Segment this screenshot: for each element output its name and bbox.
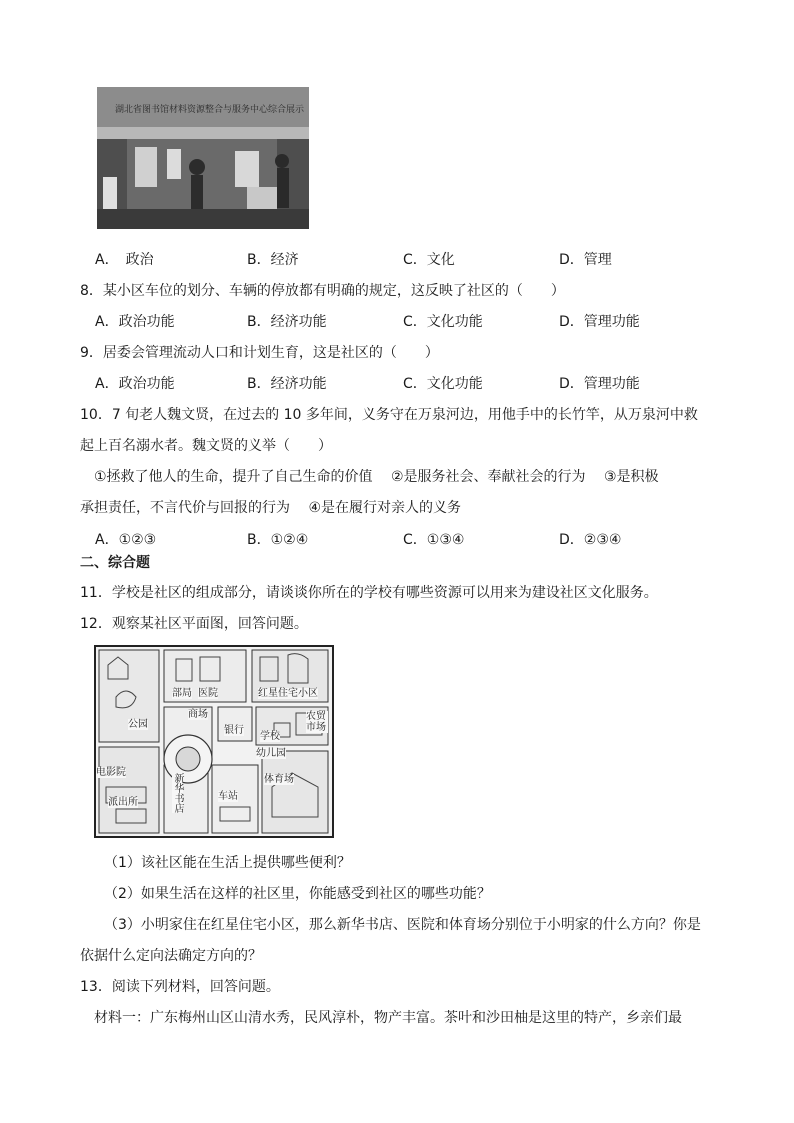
map-label-school: 学校 [260,731,280,742]
q7-option-a: A． 政治 [95,252,154,268]
q8-option-b: B．经济功能 [247,314,327,330]
section-title: 二、综合题 [80,555,150,571]
map-label-bookstore: 新华书店 [172,773,183,813]
map-label-cinema: 电影院 [96,767,126,778]
q8-stem: 8．某小区车位的划分、车辆的停放都有明确的规定，这反映了社区的（ ） [80,283,565,299]
map-label-bu-ju: 部局 [172,688,192,699]
q7-option-c: C．文化 [403,252,455,268]
q10-stem-line1: 10．7 旬老人魏文贤，在过去的 10 多年间，义务守在万泉河边，用他手中的长竹竿，从万泉河中救 [80,407,698,423]
map-label-park: 公园 [128,719,148,730]
map-label-station: 车站 [218,791,238,802]
q12-sub3-line1: （3）小明家住在红星住宅小区，那么新华书店、医院和体育场分别位于小明家的什么方向？你是 [104,917,701,933]
map-label-stadium: 体育场 [264,774,294,785]
map-label-bank: 银行 [224,725,244,736]
q7-option-d: D．管理 [559,252,612,268]
q10-option-b: B．①②④ [247,532,309,548]
map-label-police: 派出所 [108,797,138,808]
q11-stem: 11．学校是社区的组成部分，请谈谈你所在的学校有哪些资源可以用来为建设社区文化服务。 [80,585,658,601]
q10-option-a: A．①②③ [95,532,157,548]
q10-statements-line2: 承担责任，不言代价与回报的行为 ④是在履行对亲人的义务 [80,500,461,516]
q10-stem-line2: 起上百名溺水者。魏文贤的义举（ ） [80,438,332,454]
q12-sub2: （2）如果生活在这样的社区里，你能感受到社区的哪些功能？ [104,886,491,902]
q8-option-d: D．管理功能 [559,314,640,330]
q9-stem: 9．居委会管理流动人口和计划生育，这是社区的（ ） [80,345,439,361]
q13-stem: 13．阅读下列材料，回答问题。 [80,979,280,995]
q8-option-c: C．文化功能 [403,314,483,330]
q13-material1: 材料一：广东梅州山区山清水秀，民风淳朴，物产丰富。茶叶和沙田柚是这里的特产，乡亲们最 [94,1010,682,1026]
q9-option-b: B．经济功能 [247,376,327,392]
map-label-hospital: 医院 [198,688,218,699]
q12-stem: 12．观察某社区平面图，回答问题。 [80,616,308,632]
q12-sub3-line2: 依据什么定向法确定方向的？ [80,948,262,964]
q10-option-c: C．①③④ [403,532,465,548]
q9-option-d: D．管理功能 [559,376,640,392]
q9-option-c: C．文化功能 [403,376,483,392]
map-label-kindergarten: 幼儿园 [256,748,286,759]
community-map [94,645,334,838]
map-label-mall: 商场 [188,709,208,720]
q9-option-a: A．政治功能 [95,376,175,392]
q10-option-d: D．②③④ [559,532,622,548]
map-label-market: 农贸市场 [306,711,326,733]
q7-option-b: B．经济 [247,252,299,268]
q10-statements-line1: ①拯救了他人的生命，提升了自己生命的价值 ②是服务社会、奉献社会的行为 ③是积极 [94,469,659,485]
map-label-hongxing: 红星住宅小区 [258,688,318,699]
q7-photo-sign: 湖北省图书馆材料资源整合与服务中心综合展示 [115,105,305,115]
q8-option-a: A．政治功能 [95,314,175,330]
q12-sub1: （1）该社区能在生活上提供哪些便利？ [104,855,351,871]
q7-photo [97,87,309,229]
